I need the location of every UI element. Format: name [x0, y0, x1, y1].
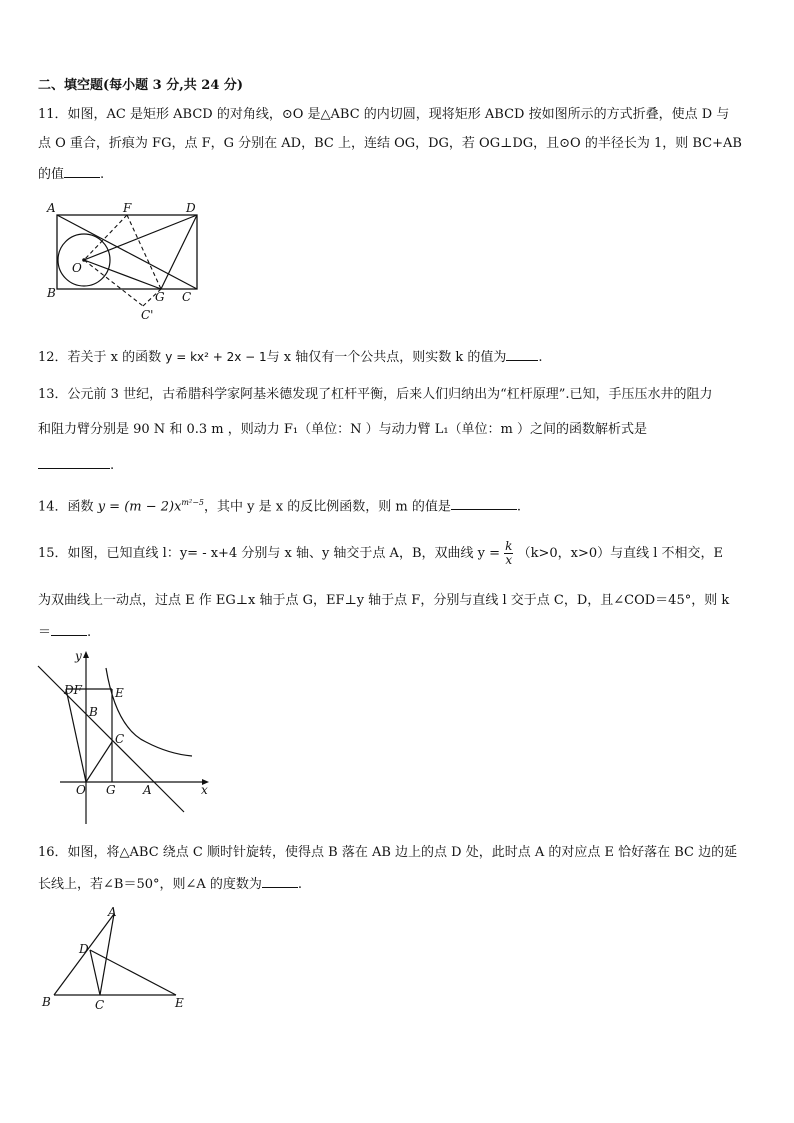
q14-exponent: m²−5 — [181, 498, 205, 507]
q12-text-post: 与 x 轴仅有一个公共点，则实数 k 的值为 — [266, 350, 507, 365]
q15-line1 — [38, 540, 723, 567]
label-a: A — [108, 905, 117, 919]
q14-text-post: ，其中 y 是 x 的反比例函数，则 m 的值是 — [204, 499, 451, 515]
q11-figure — [44, 198, 204, 323]
q15-line2: 为双曲线上一动点，过点 E 作 EG⊥x 轴于点 G，EF⊥y 轴于点 F，分别与直线 l 交于点 C，D，且∠COD＝45°，则 k — [38, 593, 730, 608]
label-b: B — [47, 286, 56, 300]
q14-period: . — [516, 499, 521, 515]
q11-line3 — [38, 165, 104, 184]
diagonal-ac — [57, 215, 197, 289]
q15-frac-num: k — [505, 539, 513, 553]
q15-figure — [34, 648, 220, 830]
q12-answer-blank[interactable] — [506, 348, 538, 361]
q11-answer-blank[interactable] — [64, 165, 100, 178]
label-g: G — [155, 290, 165, 304]
fold-edge-oc — [84, 260, 143, 306]
label-df: DF — [64, 683, 82, 697]
q14-function: y = (m − 2)x — [97, 499, 182, 515]
segment-od — [66, 689, 86, 782]
q16-answer-blank[interactable] — [262, 875, 298, 888]
q15-frac-den: x — [505, 553, 513, 567]
y-axis-arrow — [83, 651, 89, 658]
label-o: O — [72, 261, 82, 275]
q15-answer-blank[interactable] — [51, 623, 87, 636]
segment-dc — [90, 950, 100, 995]
label-f: F — [123, 201, 132, 215]
label-c: C — [115, 732, 125, 746]
q16-line1: 16．如图，将△ABC 绕点 C 顺时针旋转，使得点 B 落在 AB 边上的点 D 处，此时点 A 的对应点 E 恰好落在 BC 边的延 — [38, 845, 738, 860]
fold-edge-fo — [84, 215, 127, 260]
q15-period: . — [87, 625, 92, 640]
q12-text-pre: 12．若关于 x 的函数 — [38, 350, 166, 365]
q11-line2: 点 O 重合，折痕为 FG，点 F，G 分别在 AD，BC 上，连结 OG，DG，若 OG⊥DG，且⊙O 的半径长为 1，则 BC+AB — [38, 136, 742, 151]
q15-text-pre: 15．如图，已知直线 l：y= - x+4 分别与 x 轴、y 轴交于点 A，B，双曲线 y = — [38, 546, 501, 561]
segment-oc — [86, 742, 112, 782]
q16-figure — [36, 904, 196, 1016]
label-b: B — [89, 705, 98, 719]
q15-line3 — [38, 623, 91, 642]
segment-dg — [161, 215, 197, 289]
label-c-prime: C' — [141, 308, 154, 322]
q16-period: . — [297, 877, 303, 892]
q14-answer-blank[interactable] — [451, 497, 517, 510]
label-x: x — [201, 783, 208, 797]
label-o: O — [76, 783, 86, 797]
q15-fraction — [504, 540, 513, 567]
q16-text: 长线上，若∠B＝50°，则∠A 的度数为 — [38, 877, 262, 892]
q14-text-pre: 14．函数 — [38, 499, 98, 515]
segment-de — [90, 950, 176, 995]
label-a: A — [47, 201, 56, 215]
q13-line1: 13．公元前 3 世纪，古希腊科学家阿基米德发现了杠杆平衡，后来人们归纳出为“杠杆原理”.已知，手压压水井的阻力 — [38, 387, 713, 402]
q13-answer-blank[interactable] — [38, 456, 110, 469]
label-c: C — [182, 290, 192, 304]
q13-line2: 和阻力臂分别是 90 N 和 0.3 m ，则动力 F₁（单位：N ）与动力臂 L₁（单位：m ）之间的函数解析式是 — [38, 422, 648, 437]
label-e: E — [175, 996, 184, 1010]
label-c: C — [95, 998, 105, 1012]
q14-line — [38, 494, 521, 516]
q13-period: . — [110, 458, 115, 473]
label-d: D — [186, 201, 196, 215]
label-d: D — [79, 942, 89, 956]
label-a: A — [143, 783, 152, 797]
segment-ac — [100, 914, 114, 995]
q12-function: y = kx² + 2x − 1 — [165, 350, 267, 364]
q13-line3 — [38, 456, 114, 475]
q12-period: . — [538, 350, 543, 365]
section-title: 二、填空题(每小题 3 分,共 24 分) — [38, 78, 244, 93]
label-y: y — [75, 649, 82, 663]
q15-equals: ＝ — [38, 625, 52, 640]
q11-line1: 11．如图，AC 是矩形 ABCD 的对角线，⊙O 是△ABC 的内切圆，现将矩形 ABCD 按如图所示的方式折叠，使点 D 与 — [38, 107, 730, 122]
q11-text: 的值 — [38, 167, 65, 182]
segment-od — [84, 215, 197, 260]
q12-line — [38, 348, 543, 367]
q11-period: . — [100, 167, 105, 182]
label-b: B — [42, 995, 51, 1009]
q16-line2 — [38, 875, 302, 894]
label-e: E — [115, 686, 124, 700]
q15-text-post: （k>0，x>0）与直线 l 不相交，E — [517, 546, 724, 561]
label-g: G — [106, 783, 116, 797]
